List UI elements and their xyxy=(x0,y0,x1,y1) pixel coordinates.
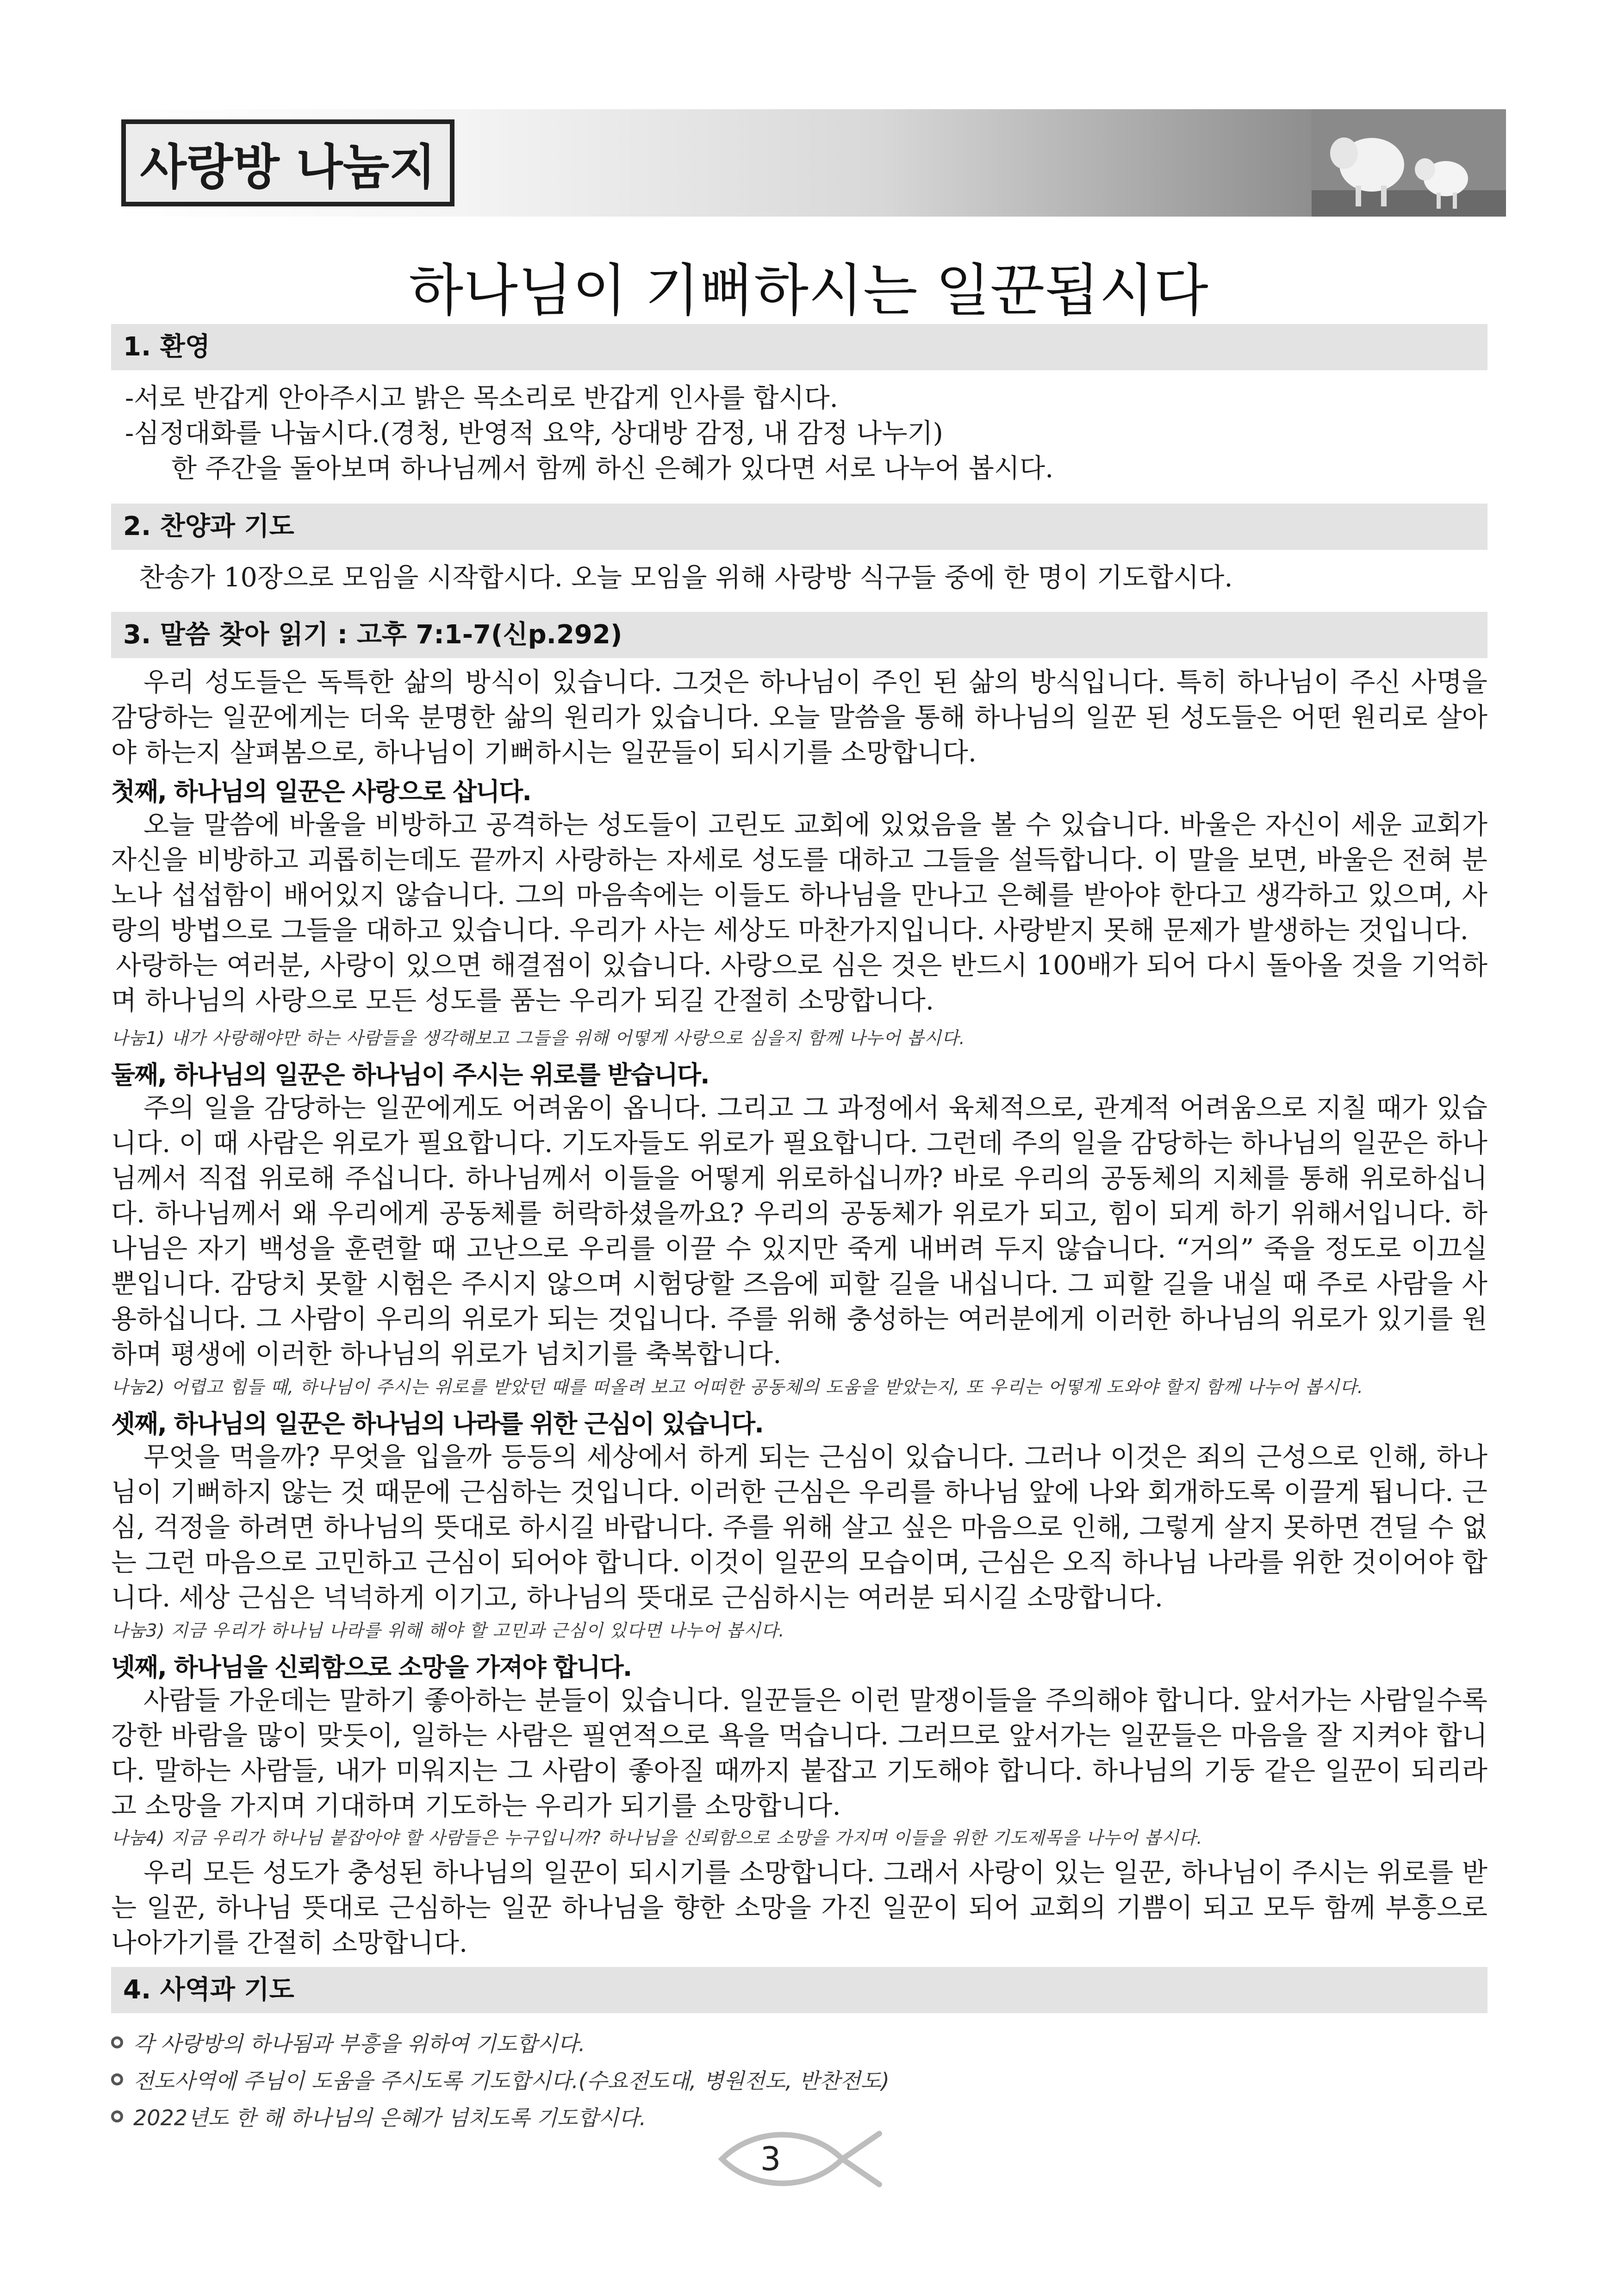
welcome-line-2: -심정대화를 나눕시다.(경청, 반영적 요약, 상대방 감정, 내 감정 나누기) xyxy=(125,418,943,448)
point4-body xyxy=(111,1683,1487,1823)
newsletter-title: 사랑방 나눔지 xyxy=(140,139,436,195)
point3-body xyxy=(111,1439,1487,1615)
welcome-line-1: -서로 반갑게 안아주시고 밝은 목소리로 반갑게 인사를 합시다. xyxy=(125,383,838,413)
conclusion xyxy=(111,1855,1487,1960)
welcome-line-3: 한 주간을 돌아보며 하나님께서 함께 하신 은혜가 있다면 서로 나누어 봅시다. xyxy=(171,453,1054,484)
prayer-item xyxy=(111,2027,585,2058)
point3-title: 셋째, 하나님의 일꾼은 하나님의 나라를 위한 근심이 있습니다. xyxy=(111,1409,763,1438)
point2-paragraph-1: 주의 일을 감당하는 일꾼에게도 어려움이 옵니다. 그리고 그 과정에서 육체적으로, 관계적 어려움으로 지칠 때가 있습니다. 이 때 사람은 위로가 필요합니다. 기도자들도 위로가 필요합니다. 그런데 주의 일을 감당하는 하나님의 일꾼은 하나님께서 직접 위로해 주십니다. 하나님께서 이들을 어떻게 위로하십니까? 바로 우리의 공동체의 지체를 통해 위로하십니다. 하나님께서 왜 우리에게 공동체를 허락하셨을까요? 우리의 공동체가 위로가 되고, 힘이 되게 하기 위해서입니다. 하나님은 자기 백성을 훈련할 때 고난으로 우리를 이끌 수 있지만 죽게 내버려 두지 않습니다. “거의” 죽을 정도로 이끄실 뿐입니다. 감당치 못할 시험은 주시지 않으며 시험당할 즈음에 피할 길을 내십니다. 그 피할 길을 내실 때 주로 사람을 사용하십니다. 그 사람이 우리의 위로가 되는 것입니다. 주를 위해 충성하는 여러분에게 이러한 하나님의 위로가 있기를 원하며 평생에 이러한 하나님의 위로가 넘치기를 축복합니다. xyxy=(111,1093,1487,1369)
word-intro xyxy=(111,665,1487,770)
point1-share-question: 나눔1) 내가 사랑해야만 하는 사람들을 생각해보고 그들을 위해 어떻게 사랑으로 심을지 함께 나누어 봅시다. xyxy=(111,1028,965,1048)
page-number: 3 xyxy=(760,2140,781,2178)
word-intro-text: 우리 성도들은 독특한 삶의 방식이 있습니다. 그것은 하나님이 주인 된 삶의 방식입니다. 특히 하나님이 주신 사명을 감당하는 일꾼에게는 더욱 분명한 삶의 원리가 있습니다. 오늘 말씀을 통해 하나님의 일꾼 된 성도들은 어떤 원리로 살아야 하는지 살펴봄으로, 하나님이 기뻐하시는 일꾼들이 되시기를 소망합니다. xyxy=(111,667,1487,768)
prayer-item-text: 2022년도 한 해 하나님의 은혜가 넘치도록 기도합시다. xyxy=(133,2105,647,2130)
prayer-item xyxy=(111,2064,890,2095)
point4-paragraph-1: 사람들 가운데는 말하기 좋아하는 분들이 있습니다. 일꾼들은 이런 말쟁이들을 주의해야 합니다. 앞서가는 사람일수록 강한 바람을 많이 맞듯이, 일하는 사람은 필연적으로 욕을 먹습니다. 그러므로 앞서가는 일꾼들은 마음을 잘 지켜야 합니다. 말하는 사람들, 내가 미워지는 그 사람이 좋아질 때까지 붙잡고 기도해야 합니다. 하나님의 기둥 같은 일꾼이 되리라고 소망을 가지며 기대하며 기도하는 우리가 되기를 소망합니다. xyxy=(111,1685,1487,1821)
sheep-illustration xyxy=(1312,109,1506,217)
point1-paragraph-1: 오늘 말씀에 바울을 비방하고 공격하는 성도들이 고린도 교회에 있었음을 볼 수 있습니다. 바울은 자신이 세운 교회가 자신을 비방하고 괴롭히는데도 끝까지 사랑하는 자세로 성도를 대하고 그들을 설득합니다. 이 말을 보면, 바울은 전혀 분노나 섭섭함이 배어있지 않습니다. 그의 마음속에는 이들도 하나님을 만나고 은혜를 받아야 한다고 생각하고 있으며, 사랑의 방법으로 그들을 대하고 있습니다. 우리가 사는 세상도 마찬가지입니다. 사랑받지 못해 문제가 발생하는 것입니다. xyxy=(111,809,1487,946)
praise-text: 찬송가 10장으로 모임을 시작합시다. 오늘 모임을 위해 사랑방 식구들 중에 한 명이 기도합시다. xyxy=(139,562,1233,593)
point4-title: 넷째, 하나님을 신뢰함으로 소망을 가져야 합니다. xyxy=(111,1653,632,1682)
section-heading-ministry: 4. 사역과 기도 xyxy=(111,1967,1487,2013)
point1-body xyxy=(111,807,1487,1018)
prayer-item xyxy=(111,2101,646,2132)
circle-bullet-icon xyxy=(111,2110,123,2122)
prayer-item-text: 각 사랑방의 하나됨과 부흥을 위하여 기도합시다. xyxy=(133,2031,585,2056)
point3-paragraph-1: 무엇을 먹을까? 무엇을 입을까 등등의 세상에서 하게 되는 근심이 있습니다. 그러나 이것은 죄의 근성으로 인해, 하나님이 기뻐하지 않는 것 때문에 근심하는 것입니다. 이러한 근심은 우리를 하나님 앞에 나와 회개하도록 이끌게 됩니다. 근심, 걱정을 하려면 하나님의 뜻대로 하시길 바랍니다. 주를 위해 살고 싶은 마음으로 인해, 그렇게 살지 못하면 견딜 수 없는 그런 마음으로 고민하고 근심이 되어야 합니다. 이것이 일꾼의 모습이며, 근심은 오직 하나님 나라를 위한 것이어야 합니다. 세상 근심은 넉넉하게 이기고, 하나님의 뜻대로 근심하시는 여러분 되시길 소망합니다. xyxy=(111,1442,1487,1613)
point3-share-question: 나눔3) 지금 우리가 하나님 나라를 위해 해야 할 고민과 근심이 있다면 나누어 봅시다. xyxy=(111,1620,785,1641)
section-heading-welcome: 1. 환영 xyxy=(111,324,1487,370)
circle-bullet-icon xyxy=(111,2036,123,2048)
conclusion-text: 우리 모든 성도가 충성된 하나님의 일꾼이 되시기를 소망합니다. 그래서 사랑이 있는 일꾼, 하나님이 주시는 위로를 받는 일꾼, 하나님 뜻대로 근심하는 일꾼 하나님을 향한 소망을 가진 일꾼이 되어 교회의 기쁨이 되고 모두 함께 부흥으로 나아가기를 간절히 소망합니다. xyxy=(111,1857,1487,1958)
point2-title: 둘째, 하나님의 일꾼은 하나님이 주시는 위로를 받습니다. xyxy=(111,1060,709,1089)
point2-body xyxy=(111,1090,1487,1372)
page-title: 하나님이 기뻐하시는 일꾼됩시다 xyxy=(409,258,1208,324)
section-heading-word: 3. 말씀 찾아 읽기 : 고후 7:1-7(신p.292) xyxy=(111,612,1487,658)
page-number-emblem xyxy=(703,2124,898,2194)
prayer-item-text: 전도사역에 주님이 도움을 주시도록 기도합시다.(수요전도대, 병원전도, 반찬전도) xyxy=(133,2068,890,2093)
circle-bullet-icon xyxy=(111,2073,123,2085)
newsletter-title-box xyxy=(121,119,454,206)
point4-share-question: 나눔4) 지금 우리가 하나님 붙잡아야 할 사람들은 누구입니까? 하나님을 신뢰함으로 소망을 가지며 이들을 위한 기도제목을 나누어 봅시다. xyxy=(111,1828,1203,1848)
point1-paragraph-2: 사랑하는 여러분, 사랑이 있으면 해결점이 있습니다. 사랑으로 심은 것은 반드시 100배가 되어 다시 돌아올 것을 기억하며 하나님의 사랑으로 모든 성도를 품는 우리가 되길 간절히 소망합니다. xyxy=(111,950,1487,1016)
section-heading-praise: 2. 찬양과 기도 xyxy=(111,504,1487,550)
point1-title: 첫째, 하나님의 일꾼은 사랑으로 삽니다. xyxy=(111,777,531,806)
point2-share-question: 나눔2) 어렵고 힘들 때, 하나님이 주시는 위로를 받았던 때를 떠올려 보고 어떠한 공동체의 도움을 받았는지, 또 우리는 어떻게 도와야 할지 함께 나누어 봅시다. xyxy=(111,1377,1363,1397)
